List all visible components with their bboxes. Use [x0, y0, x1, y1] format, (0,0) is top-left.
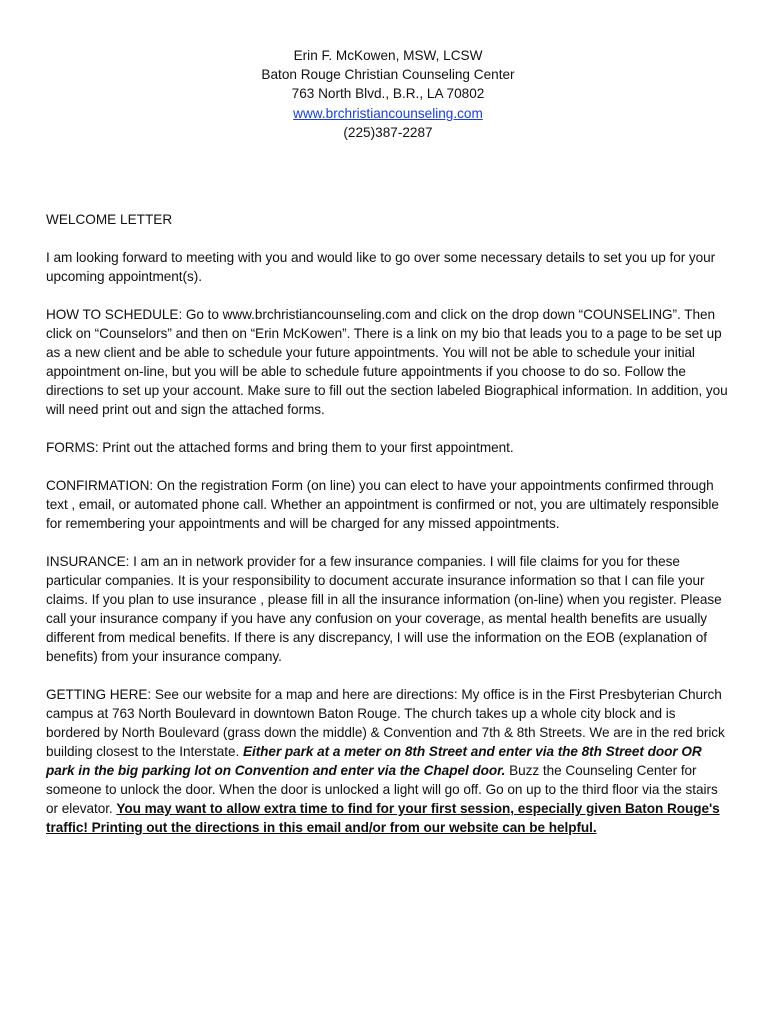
website-link[interactable]: www.brchristiancounseling.com [293, 105, 483, 121]
letter-title: WELCOME LETTER [46, 212, 173, 228]
confirmation-paragraph: CONFIRMATION: On the registration Form (on line) you can elect to have your appointments confirmed through text , email, or automated phone call. Whether an appointment is confirmed or not, you are ultimately responsible for remembering your appointments and will be charged for any missed appointments. [46, 478, 719, 532]
getting-here-text-2: Buzz the Counseling Center for someone to unlock the door. When the door is unlocked a light will go off. Go on up to the third floor via the stairs or elevator. [46, 763, 718, 817]
insurance-paragraph: INSURANCE: I am an in network provider for a few insurance companies. I will file claims for you for these particular companies. It is your responsibility to document accurate insurance information so that I can file your claims. If you plan to use insurance , please fill in all the insurance information (on-line) when you register. Please call your insurance company if you have any confusion on your coverage, as mental health benefits are usually different from medical benefits. If there is any discrepancy, I will use the information on the EOB (explanation of benefits) from your insurance company. [46, 554, 722, 665]
extra-time-note: You may want to allow extra time to find for your first session, especially given Baton Rouge's traffic! Printing out the directions in this email and/or from our website can be helpful. [46, 801, 720, 836]
counselor-name: Erin F. McKowen, MSW, LCSW [293, 48, 483, 63]
forms-paragraph: FORMS: Print out the attached forms and bring them to your first appointment. [46, 440, 514, 456]
letterhead [46, 46, 730, 142]
phone-number: (225)387-2287 [343, 124, 433, 140]
getting-here-text-1: GETTING HERE: See our website for a map and here are directions: My office is in the First Presbyterian Church campus at 763 North Boulevard in downtown Baton Rouge. The church takes up a whole city block and is bordered by North Boulevard (grass down the middle) & Convention and 7th & 8th Streets. We are in the red brick building closest to the Interstate. [46, 687, 725, 760]
getting-here-paragraph [46, 685, 730, 837]
address: 763 North Blvd., B.R., LA 70802 [291, 86, 485, 102]
intro-paragraph: I am looking forward to meeting with you and would like to go over some necessary details to set you up for your upcoming appointment(s). [46, 250, 716, 285]
how-to-schedule-paragraph: HOW TO SCHEDULE: Go to www.brchristiancounseling.com and click on the drop down “COUNSELING”. Then click on “Counselors” and then on “Erin McKowen”. There is a link on my bio that leads you to a page to be set up as a new client and be able to schedule your future appointments. You will not be able to schedule your initial appointment on-line, but you will be able to schedule future appointments if you choose to do so. Follow the directions to set up your account. Make sure to fill out the section labeled Biographical information. In addition, you will need print out and sign the attached forms. [46, 307, 728, 418]
parking-directions: Either park at a meter on 8th Street and enter via the 8th Street door OR park in the big parking lot on Convention and enter via the Chapel door. [46, 744, 702, 779]
organization-name: Baton Rouge Christian Counseling Center [261, 67, 515, 83]
